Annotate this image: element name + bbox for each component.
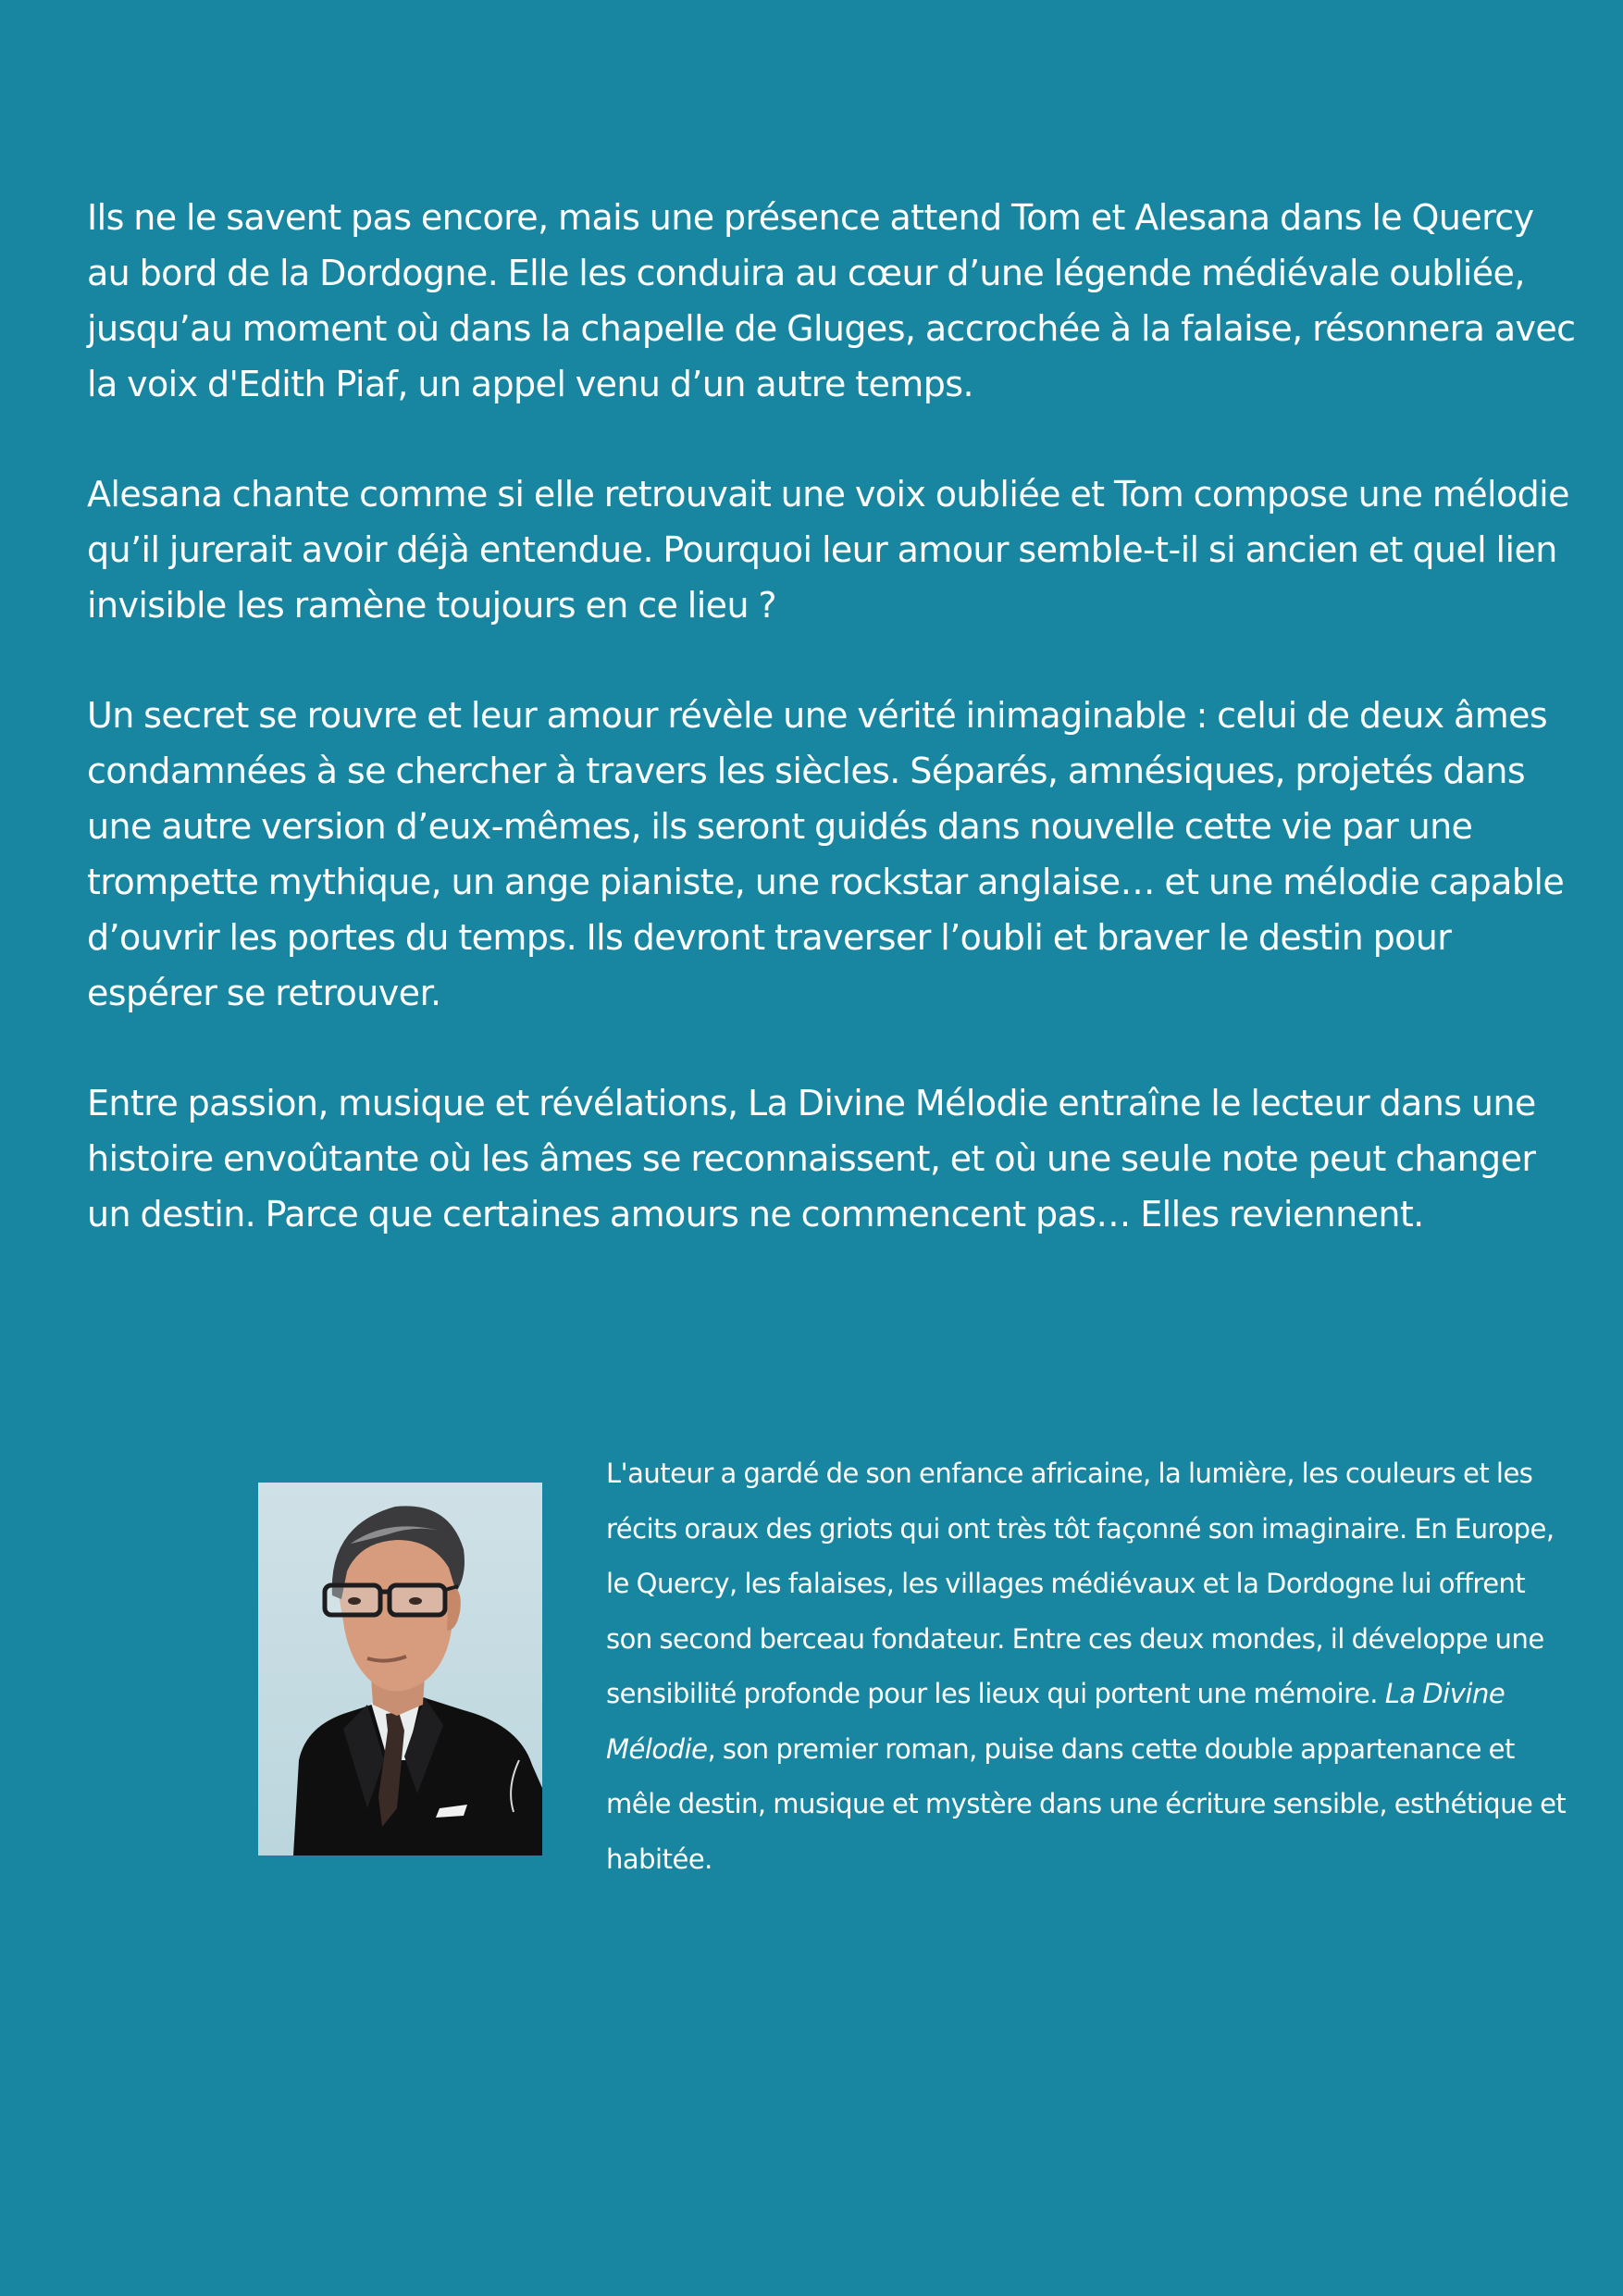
author-bio <box>606 1446 1578 1887</box>
blurb-paragraph-2: Alesana chante comme si elle retrouvait une voix oubliée et Tom compose une mélodie qu’il jurerait avoir déjà entendue. Pourquoi leur amour semble-t-il si ancien et quel lien invisible les ramène toujours en ce lieu ? <box>87 474 1569 626</box>
blurb-paragraph-4: Entre passion, musique et révélations, La Divine Mélodie entraîne le lecteur dans une histoire envoûtante où les âmes se reconnaissent, et où une seule note peut changer un destin. Parce que certaines amours ne commencent pas… Elles reviennent. <box>87 1083 1536 1235</box>
blurb-paragraph-3: Un secret se rouvre et leur amour révèle une vérité inimaginable : celui de deux âmes condamnées à se chercher à travers les siècles. Séparés, amnésiques, projetés dans une autre version d’eux-mêmes, ils seront guidés dans nouvelle cette vie par une trompette mythique, un ange pianiste, une rockstar anglaise… et une mélodie capable d’ouvrir les portes du temps. Ils devront traverser l’oubli et braver le destin pour espérer se retrouver. <box>87 695 1565 1013</box>
author-portrait-illustration <box>258 1483 542 1855</box>
author-bio-text-end: , son premier roman, puise dans cette double appartenance et mêle destin, musique et mystère dans une écriture sensible, esthétique et habitée. <box>606 1732 1567 1875</box>
back-cover-blurb <box>87 190 1586 1297</box>
author-bio-text-start: L'auteur a gardé de son enfance africaine, la lumière, les couleurs et les récits oraux des griots qui ont très tôt façonné son imaginaire. En Europe, le Quercy, les falaises, les villages médiévaux et la Dordogne lui offrent son second berceau fondateur. Entre ces deux mondes, il développe une sensibilité profonde pour les lieux qui portent une mémoire. <box>606 1458 1555 1709</box>
author-portrait <box>258 1483 542 1855</box>
blurb-paragraph-1: Ils ne le savent pas encore, mais une présence attend Tom et Alesana dans le Quercy au bord de la Dordogne. Elle les conduira au cœur d’une légende médiévale oubliée, jusqu’au moment où dans la chapelle de Gluges, accrochée à la falaise, résonnera avec la voix d'Edith Piaf, un appel venu d’un autre temps. <box>87 197 1576 404</box>
author-bio-book-title: La Divine Mélodie <box>606 1678 1505 1765</box>
